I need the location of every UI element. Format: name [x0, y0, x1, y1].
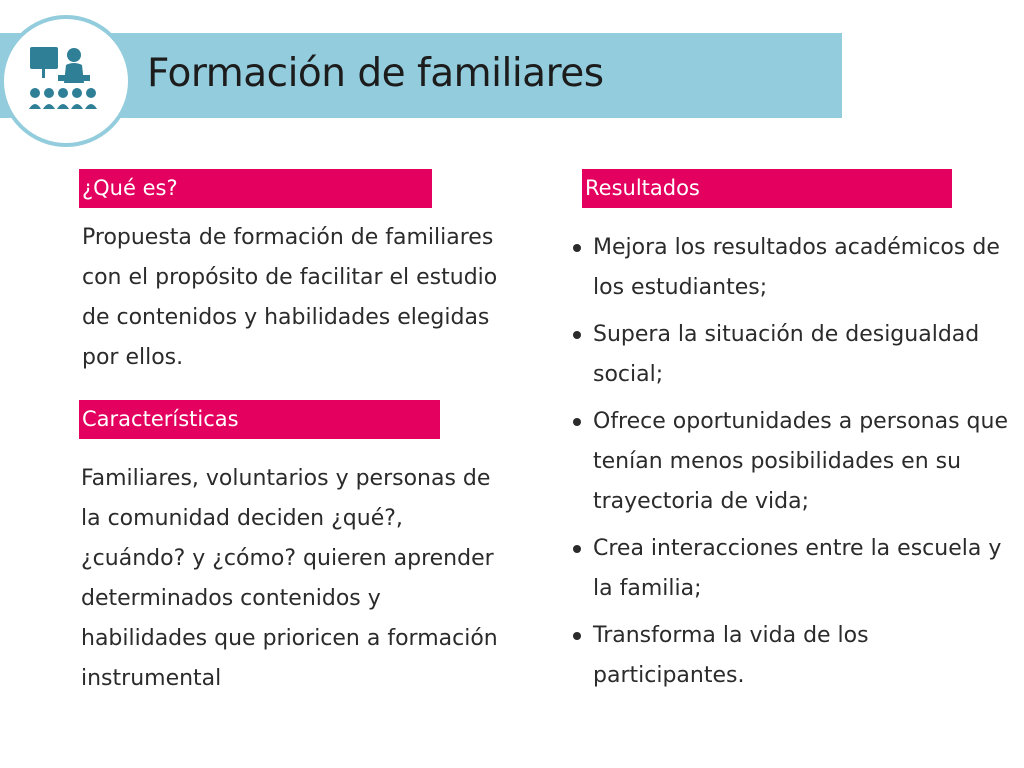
- list-item: [572, 315, 1012, 395]
- page-title: Formación de familiares: [147, 51, 604, 96]
- caracteristicas-heading: Características: [79, 400, 440, 439]
- bullet-icon: [573, 244, 581, 252]
- list-item: [572, 402, 1012, 522]
- que-es-heading: ¿Qué es?: [79, 169, 432, 208]
- caracteristicas-text: Familiares, voluntarios y personas de la comunidad deciden ¿qué?, ¿cuándo? y ¿cómo? quieren aprender determinados contenidos y habilidades que prioricen a formación instrumental: [81, 466, 498, 691]
- classroom-presentation-icon: [0, 15, 132, 147]
- list-item: [572, 228, 1012, 308]
- list-item-text: Transforma la vida de los participantes.: [593, 623, 869, 688]
- que-es-text: Propuesta de formación de familiares con el propósito de facilitar el estudio de contenidos y habilidades elegidas por ellos.: [82, 225, 498, 370]
- bullet-icon: [573, 418, 581, 426]
- bullet-icon: [573, 632, 581, 640]
- list-item: [572, 529, 1012, 609]
- list-item-text: Mejora los resultados académicos de los estudiantes;: [593, 235, 1000, 300]
- list-item-text: Ofrece oportunidades a personas que tenían menos posibilidades en su trayectoria de vida;: [593, 409, 1009, 514]
- results-list: [572, 228, 1012, 703]
- list-item-text: Crea interacciones entre la escuela y la familia;: [593, 536, 1002, 601]
- list-item: [572, 616, 1012, 696]
- resultados-heading: Resultados: [582, 169, 952, 208]
- list-item-text: Supera la situación de desigualdad social;: [593, 322, 980, 387]
- bullet-icon: [573, 331, 581, 339]
- bullet-icon: [573, 545, 581, 553]
